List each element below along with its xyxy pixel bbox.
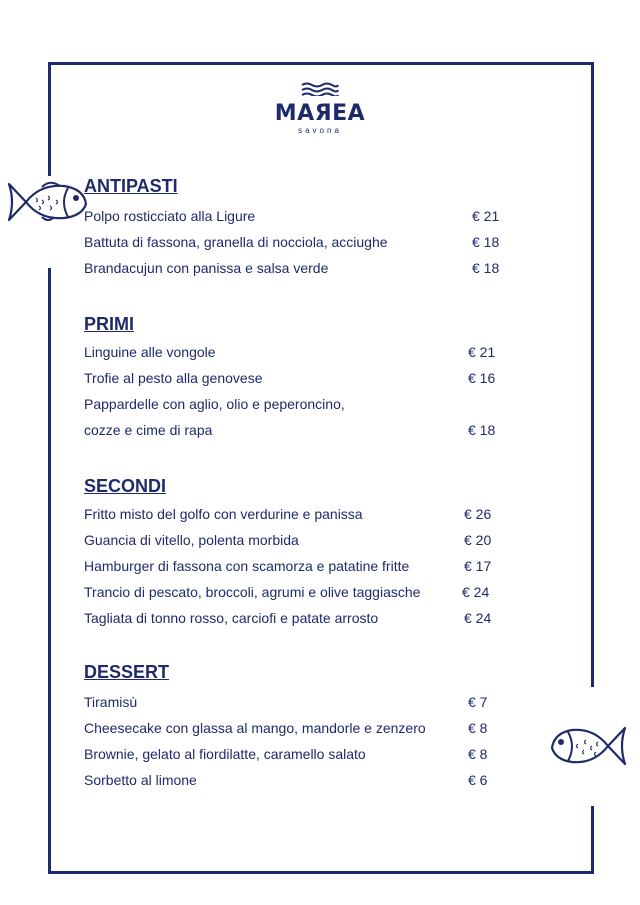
menu-item-price: € 18 [468, 422, 496, 438]
menu-item-price: € 8 [468, 746, 488, 762]
menu-item-price: € 24 [464, 610, 492, 626]
fish-icon [6, 180, 88, 224]
frame-right-lower [591, 806, 594, 874]
logo [270, 82, 370, 135]
menu-item-price: € 21 [468, 344, 496, 360]
menu-item-name: Trancio di pescato, broccoli, agrumi e olive taggiasche [84, 584, 421, 600]
menu-item-name: Brandacujun con panissa e salsa verde [84, 260, 329, 276]
menu-item-name: cozze e cime di rapa [84, 422, 213, 438]
menu-item-name: Fritto misto del golfo con verdurine e panissa [84, 506, 363, 522]
menu-item-name: Trofie al pesto alla genovese [84, 370, 263, 386]
frame-top [48, 62, 594, 65]
section-title-antipasti: ANTIPASTI [84, 176, 178, 196]
menu-item-price: € 18 [472, 234, 500, 250]
menu-item-price: € 21 [472, 208, 500, 224]
menu-item-name: Battuta di fassona, granella di nocciola, acciughe [84, 234, 388, 250]
frame-left-bottom [48, 268, 51, 874]
menu-item-name: Cheesecake con glassa al mango, mandorle e zenzero [84, 720, 426, 736]
waves-icon [300, 82, 340, 96]
logo-city: savona [298, 126, 342, 135]
section-title-secondi: SECONDI [84, 476, 167, 496]
frame-right [591, 62, 594, 687]
frame-bottom [48, 871, 594, 874]
menu-item-price: € 6 [468, 772, 488, 788]
menu-item-price: € 17 [464, 558, 492, 574]
menu-item-name: Guancia di vitello, polenta morbida [84, 532, 299, 548]
logo-brand: MAЯEA [274, 101, 366, 126]
menu-item-price: € 18 [472, 260, 500, 276]
menu-item-name: Polpo rosticciato alla Ligure [84, 208, 256, 224]
menu-item-name: Tagliata di tonno rosso, carciofi e patate arrosto [84, 610, 379, 626]
section-title-primi: PRIMI [84, 314, 135, 334]
fish-icon [550, 724, 628, 768]
menu-item-name: Pappardelle con aglio, olio e peperoncino, [84, 396, 345, 412]
menu-item-price: € 7 [468, 694, 488, 710]
menu-item-name: Tiramisù [84, 694, 138, 710]
menu-item-name: Linguine alle vongole [84, 344, 216, 360]
section-title-dessert: DESSERT [84, 662, 170, 682]
menu-item-price: € 26 [464, 506, 492, 522]
menu-item-name: Brownie, gelato al fiordilatte, caramello salato [84, 746, 366, 762]
menu-item-price: € 24 [462, 584, 490, 600]
menu-item-name: Hamburger di fassona con scamorza e patatine fritte [84, 558, 410, 574]
frame-left-top [48, 62, 51, 176]
menu-item-price: € 16 [468, 370, 496, 386]
menu-item-price: € 8 [468, 720, 488, 736]
menu-item-price: € 20 [464, 532, 492, 548]
menu-item-name: Sorbetto al limone [84, 772, 197, 788]
